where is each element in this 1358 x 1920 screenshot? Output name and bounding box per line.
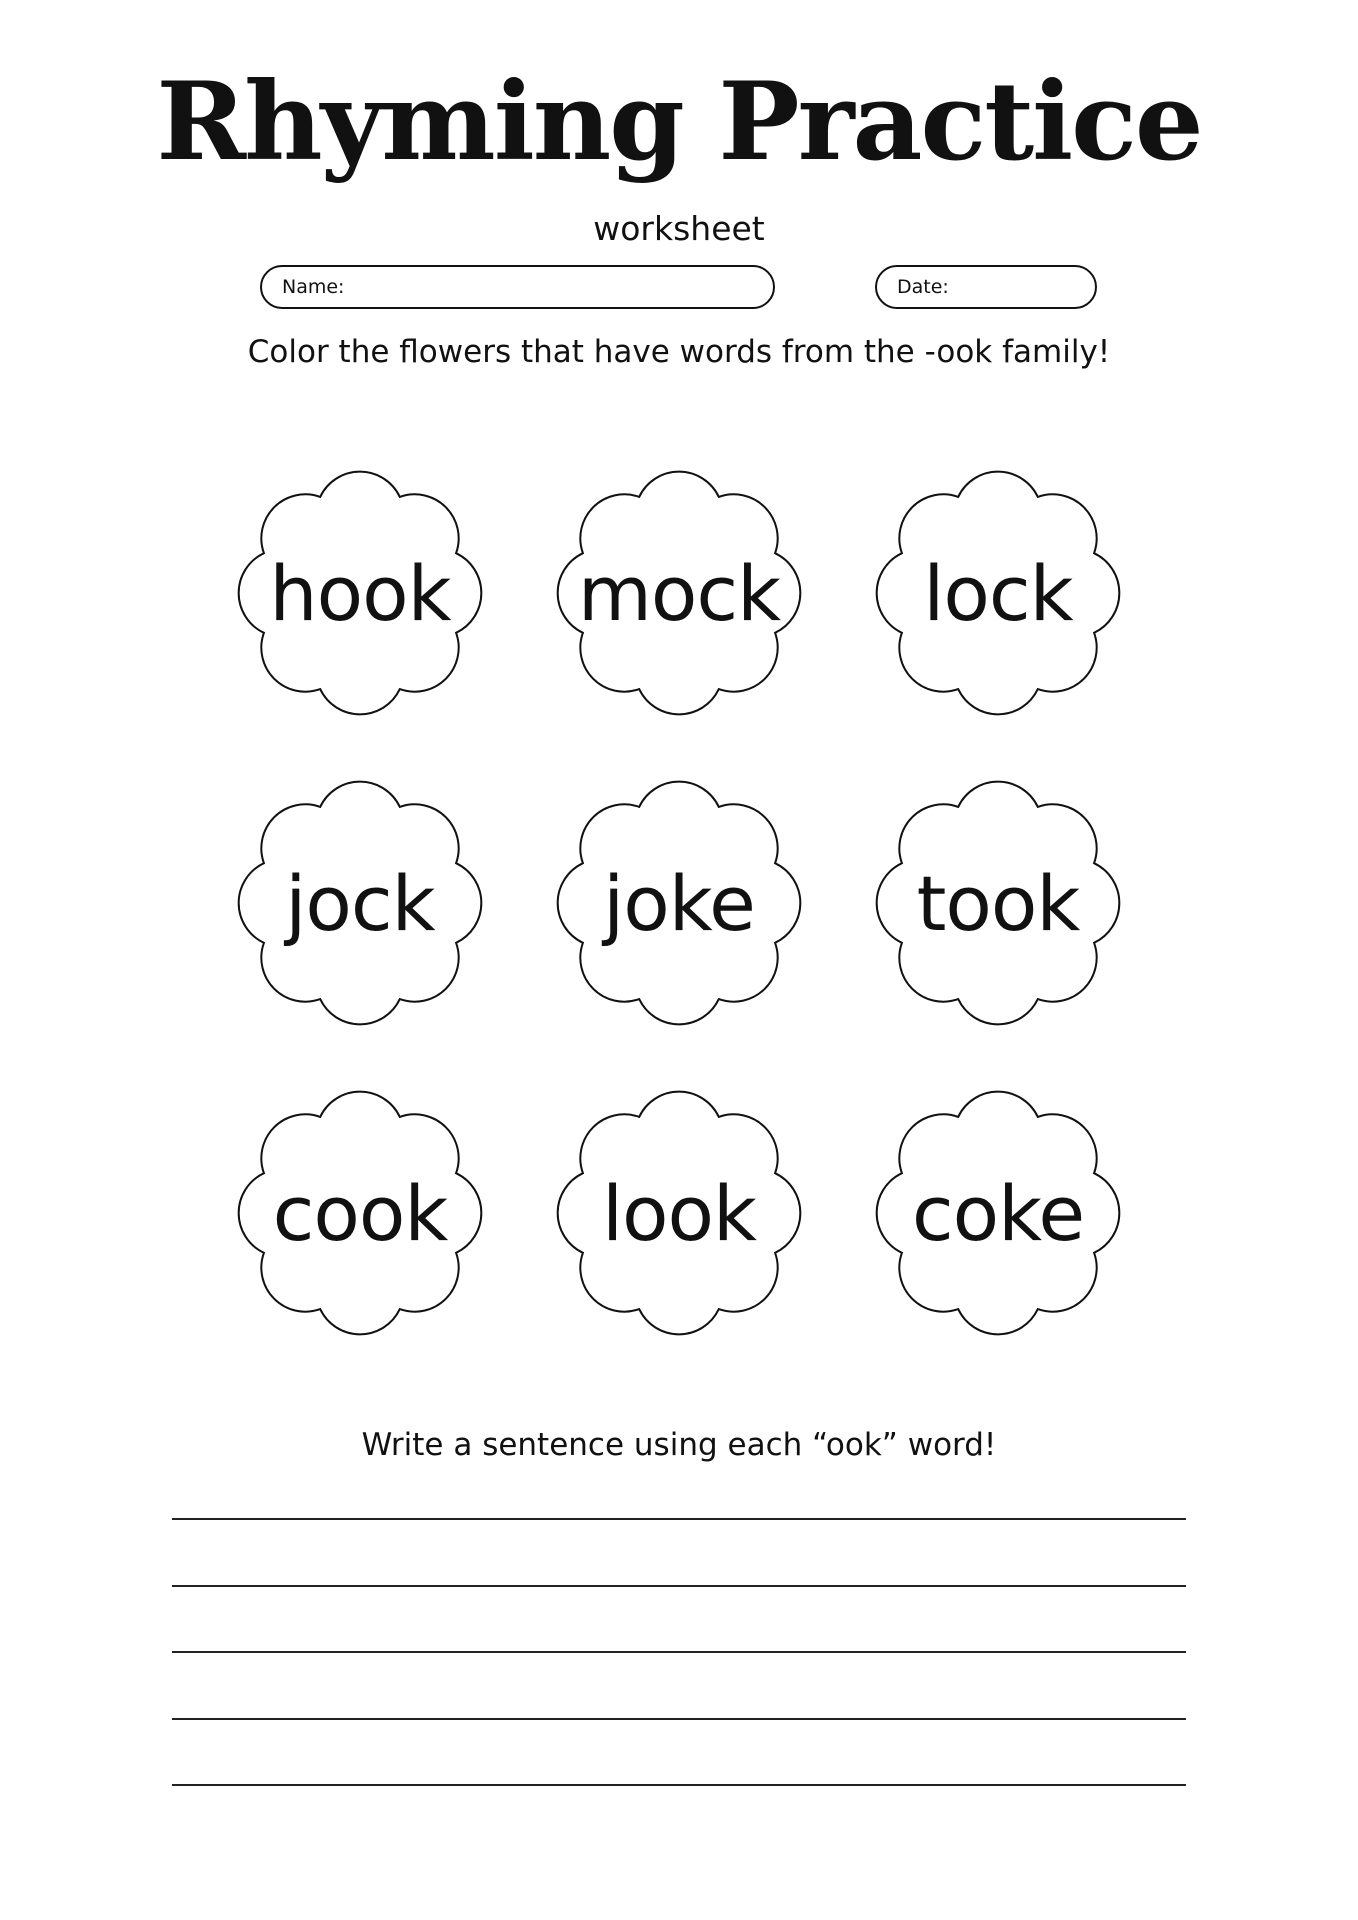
flower[interactable] (853, 448, 1143, 738)
flower[interactable] (534, 1068, 824, 1358)
flower[interactable] (853, 1068, 1143, 1358)
writing-line[interactable] (172, 1718, 1186, 1720)
writing-line[interactable] (172, 1518, 1186, 1520)
flower[interactable] (853, 758, 1143, 1048)
name-field[interactable] (260, 265, 775, 309)
name-label: Name: (282, 276, 345, 298)
flower[interactable] (534, 758, 824, 1048)
date-label: Date: (897, 276, 949, 298)
flower-word: cook (272, 1168, 448, 1258)
flower-word: joke (603, 858, 755, 948)
worksheet-title: Rhyming Practice (156, 59, 1202, 185)
flower[interactable] (215, 448, 505, 738)
date-field[interactable] (875, 265, 1097, 309)
flower-word: lock (923, 548, 1073, 638)
writing-line[interactable] (172, 1585, 1186, 1587)
flower-word: mock (577, 548, 781, 638)
flower-word: hook (269, 548, 451, 638)
flower-word: look (601, 1168, 757, 1258)
coloring-instruction: Color the flowers that have words from the -ook family! (247, 334, 1111, 370)
flower-word: took (916, 858, 1080, 948)
flower[interactable] (215, 758, 505, 1048)
flower[interactable] (534, 448, 824, 738)
writing-line[interactable] (172, 1651, 1186, 1653)
writing-line[interactable] (172, 1784, 1186, 1786)
worksheet-subtitle: worksheet (593, 209, 765, 248)
flower-word: jock (285, 858, 435, 948)
flower-word: coke (911, 1168, 1085, 1258)
flower[interactable] (215, 1068, 505, 1358)
writing-instruction: Write a sentence using each “ook” word! (361, 1427, 997, 1463)
